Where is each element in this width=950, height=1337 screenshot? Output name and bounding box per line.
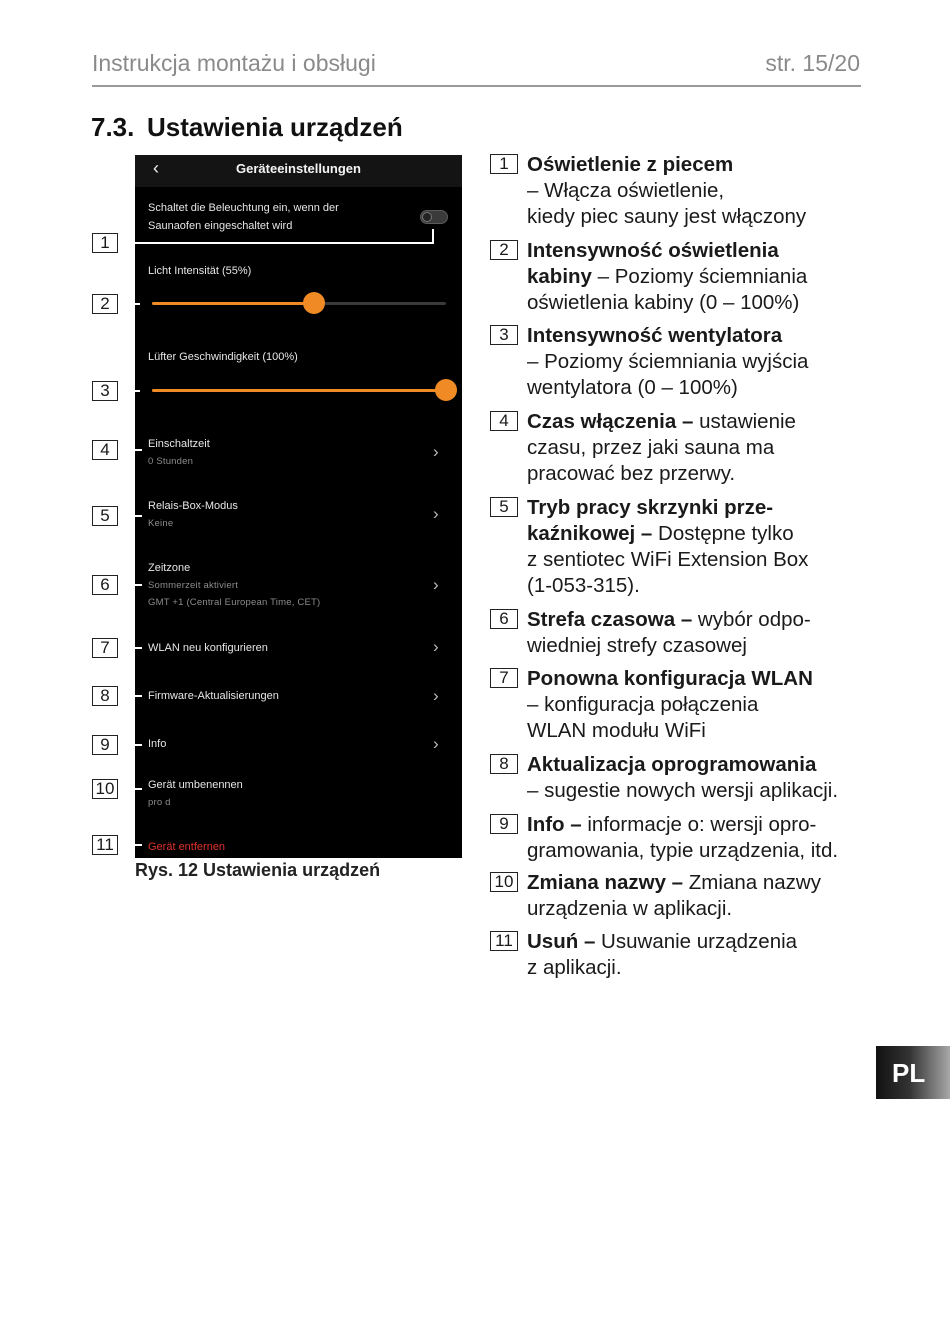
timezone-value: GMT +1 (Central European Time, CET) [148,597,321,608]
callout-4-leader [118,449,142,451]
chevron-right-icon[interactable]: › [433,575,439,594]
section-title-text: Ustawienia urządzeń [147,112,403,142]
callout-7: 7 [92,638,118,658]
desc-10: 10 Zmiana nazwy – Zmiana nazwy urządzenia w aplikacji. [490,870,860,922]
callout-5: 5 [92,506,118,526]
callout-1-leader [118,242,434,244]
chevron-right-icon[interactable]: › [433,637,439,656]
header-rule [92,85,861,87]
chevron-right-icon[interactable]: › [433,504,439,523]
section-number: 7.3. [91,112,135,142]
relay-mode-value: Keine [148,518,174,529]
relay-mode-label[interactable]: Relais-Box-Modus [148,500,238,512]
desc-11: 11 Usuń – Usuwanie urządzenia z aplikacji. [490,929,860,981]
desc-6: 6 Strefa czasowa – wybór odpo- wiedniej strefy czasowej [490,607,860,659]
desc-number-box: 2 [490,240,518,260]
callout-9-leader [118,744,142,746]
callout-10-leader [118,788,142,790]
callout-2: 2 [92,294,118,314]
desc-number-box: 8 [490,754,518,774]
lighting-text-line1: Schaltet die Beleuchtung ein, wenn der [148,202,339,214]
desc-number-box: 3 [490,325,518,345]
on-time-label[interactable]: Einschaltzeit [148,438,210,450]
figure-caption: Rys. 12 Ustawienia urządzeń [135,860,381,880]
chevron-right-icon[interactable]: › [433,686,439,705]
info-item[interactable]: Info [148,738,167,750]
callout-3-leader [118,390,140,392]
desc-number-box: 9 [490,814,518,834]
callout-2-leader [118,303,140,305]
desc-number-box: 7 [490,668,518,688]
rename-device-label[interactable]: Gerät umbenennen [148,779,243,791]
desc-number-box: 4 [490,411,518,431]
callout-10: 10 [92,779,118,799]
desc-number-box: 5 [490,497,518,517]
chevron-right-icon[interactable]: › [433,734,439,753]
light-slider-thumb[interactable] [303,292,325,314]
callout-4: 4 [92,440,118,460]
toggle-knob [422,212,432,222]
callout-1: 1 [92,233,118,253]
callout-3: 3 [92,381,118,401]
chevron-right-icon[interactable]: › [433,442,439,461]
callout-6: 6 [92,575,118,595]
callout-11: 11 [92,835,118,855]
desc-2: 2 Intensywność oświetlenia kabiny – Poziomy ściemniania oświetlenia kabiny (0 – 100%) [490,238,860,316]
timezone-dst: Sommerzeit aktiviert [148,580,239,591]
lighting-text-line2: Saunaofen eingeschaltet wird [148,220,293,232]
remove-device-button[interactable]: Gerät entfernen [148,841,226,853]
desc-number-box: 11 [490,931,518,951]
timezone-label[interactable]: Zeitzone [148,562,191,574]
callout-9: 9 [92,735,118,755]
header-left: Instrukcja montażu i obsługi [92,50,376,76]
light-slider-fill [152,302,314,305]
desc-7: 7 Ponowna konfiguracja WLAN – konfiguracja połączenia WLAN modułu WiFi [490,666,860,744]
callout-11-leader [118,844,142,846]
on-time-value: 0 Stunden [148,456,194,467]
firmware-updates-item[interactable]: Firmware-Aktualisierungen [148,690,279,702]
desc-1: 1 Oświetlenie z piecem – Włącza oświetlenie, kiedy piec sauny jest włączony [490,152,860,230]
fan-speed-slider[interactable] [152,389,446,392]
desc-number-box: 6 [490,609,518,629]
callout-8-leader [118,695,142,697]
callout-1-leader-vertical [432,229,434,244]
callout-5-leader [118,515,142,517]
lighting-toggle[interactable] [420,210,448,224]
back-chevron-icon[interactable]: ‹ [153,158,159,178]
desc-5: 5 Tryb pracy skrzynki prze- kaźnikowej – Dostępne tylko z sentiotec WiFi Extension Box (1-053-315). [490,495,860,599]
desc-8: 8 Aktualizacja oprogramowania – sugestie nowych wersji aplikacji. [490,752,860,804]
language-tab: PL [876,1046,950,1099]
fan-slider-fill [152,389,446,392]
desc-number-box: 1 [490,154,518,174]
app-screenshot [135,155,462,858]
section-title [91,112,403,143]
desc-9: 9 Info – informacje o: wersji opro- gramowania, typie urządzenia, itd. [490,812,860,864]
callout-7-leader [118,647,142,649]
wlan-reconfigure-item[interactable]: WLAN neu konfigurieren [148,642,268,654]
desc-number-box: 10 [490,872,518,892]
app-screen-title: Geräteeinstellungen [236,161,361,176]
desc-3: 3 Intensywność wentylatora – Poziomy ściemniania wyjścia wentylatora (0 – 100%) [490,323,860,401]
callout-6-leader [118,584,142,586]
desc-4: 4 Czas włączenia – ustawienie czasu, przez jaki sauna ma pracować bez przerwy. [490,409,860,487]
light-intensity-slider[interactable] [152,302,446,305]
callout-8: 8 [92,686,118,706]
header-page-number: str. 15/20 [765,50,860,76]
device-name-value: pro d [148,797,171,808]
fan-slider-thumb[interactable] [435,379,457,401]
fan-speed-label: Lüfter Geschwindigkeit (100%) [148,351,298,363]
light-intensity-label: Licht Intensität (55%) [148,265,252,277]
app-topbar [135,155,462,187]
